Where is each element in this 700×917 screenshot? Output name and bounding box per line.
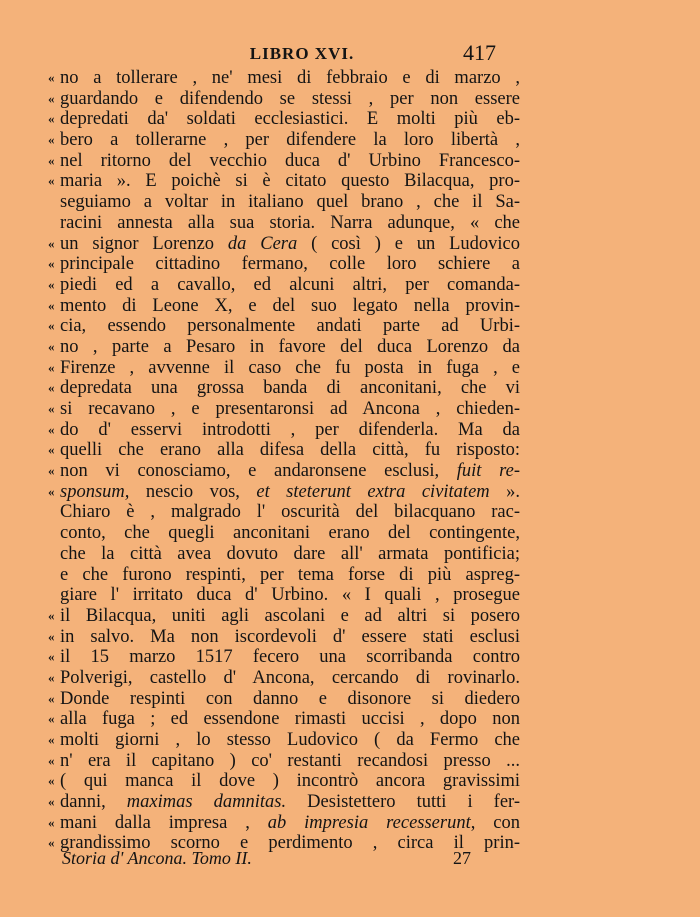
- text-line: [48, 68, 520, 89]
- text-line: [48, 254, 520, 275]
- text-segment: Chiaro è , malgrado l' oscurità del bilacquano rac-: [60, 502, 520, 523]
- text-line: [48, 689, 520, 710]
- page-number: 417: [463, 40, 496, 65]
- text-segment: Firenze , avvenne il caso che fu posta in fuga , e: [60, 357, 520, 378]
- text-segment: grandissimo scorno e perdimento , circa il prin-: [60, 833, 520, 854]
- text-line: [48, 792, 520, 813]
- quote-mark: «: [48, 607, 55, 623]
- quote-mark: «: [48, 649, 55, 665]
- text-segment: depredati da' soldati ecclesiastici. E molti più eb-: [60, 109, 520, 130]
- text-segment: , con: [470, 812, 520, 833]
- text-segment: racini annesta alla sua storia. Narra adunque, « che: [60, 212, 520, 233]
- text-segment: nescio vos,: [129, 481, 257, 502]
- text-segment: principale cittadino fermano, colle loro schiere a: [60, 254, 520, 275]
- text-line: [48, 647, 520, 668]
- text-segment: Donde respinti con danno e disonore si diedero: [60, 688, 520, 709]
- text-line: [48, 151, 520, 172]
- text-segment: non vi conosciamo, e andaronsene esclusi,: [60, 461, 457, 482]
- text-segment: molti giorni , lo stesso Ludovico ( da Fermo che: [60, 730, 520, 750]
- text-line: [48, 461, 520, 482]
- body-text: [48, 68, 520, 854]
- quote-mark: «: [48, 794, 55, 810]
- text-line: [48, 544, 520, 565]
- text-line: [48, 585, 520, 606]
- text-segment: Desistettero tutti i fer-: [286, 792, 520, 813]
- text-segment: cia, essendo personalmente andati parte ad Urbi-: [60, 316, 520, 337]
- text-segment: mento di Leone X, e del suo legato nella provin-: [60, 295, 520, 316]
- quote-mark: «: [48, 359, 55, 375]
- text-segment: depredata una grossa banda di anconitani, che vi: [60, 378, 520, 399]
- text-segment: quelli che erano alla difesa della città, fu risposto:: [60, 440, 520, 461]
- quote-mark: «: [48, 690, 55, 706]
- text-line: [48, 171, 520, 192]
- text-segment: Polverigi, castello d' Ancona, cercando di rovinarlo.: [60, 667, 520, 688]
- text-line: [48, 234, 520, 255]
- text-line: [48, 275, 520, 296]
- quote-mark: «: [48, 442, 55, 458]
- text-line: [48, 627, 520, 648]
- text-segment: un signor Lorenzo: [60, 233, 228, 254]
- text-line: [48, 482, 520, 503]
- text-line: [48, 730, 520, 751]
- text-line: [48, 523, 520, 544]
- quote-mark: «: [48, 380, 55, 396]
- text-line: [48, 668, 520, 689]
- text-line: [48, 606, 520, 627]
- text-line: [48, 109, 520, 130]
- quote-mark: «: [48, 235, 55, 251]
- text-line: [48, 813, 520, 834]
- text-segment: do d' esservi introdotti , per difenderla. Ma da: [60, 419, 520, 440]
- quote-mark: «: [48, 318, 55, 334]
- text-segment: n' era il capitano ) co' restanti recandosi presso ...: [60, 750, 520, 771]
- text-line: [48, 89, 520, 110]
- text-line: [48, 502, 520, 523]
- text-segment: no a tollerare , ne' mesi di febbraio e di marzo ,: [60, 68, 520, 88]
- text-segment: guardando e difendendo se stessi , per non essere: [60, 88, 520, 109]
- sheet-number: 27: [453, 848, 471, 868]
- text-line: [48, 399, 520, 420]
- text-segment: maria ». E poichè si è citato questo Bilacqua, pro-: [60, 171, 520, 192]
- text-line: [48, 709, 520, 730]
- quote-mark: «: [48, 90, 55, 106]
- text-line: [48, 751, 520, 772]
- quote-mark: «: [48, 132, 55, 148]
- text-segment: il Bilacqua, uniti agli ascolani e ad altri si posero: [60, 605, 520, 626]
- quote-mark: «: [48, 276, 55, 292]
- text-line: [48, 358, 520, 379]
- italic-text: sponsum,: [60, 481, 130, 502]
- quote-mark: «: [48, 421, 55, 437]
- quote-mark: «: [48, 483, 55, 499]
- text-segment: danni,: [60, 792, 127, 813]
- text-segment: nel ritorno del vecchio duca d' Urbino Francesco-: [60, 150, 520, 171]
- text-segment: si recavano , e presentaronsi ad Ancona , chieden-: [60, 399, 520, 419]
- quote-mark: «: [48, 628, 55, 644]
- text-segment: ( qui manca il dove ) incontrò ancora gravissimi: [60, 771, 520, 792]
- text-segment: mani dalla impresa ,: [60, 812, 268, 833]
- quote-mark: «: [48, 297, 55, 313]
- text-line: [48, 316, 520, 337]
- text-segment: piedi ed a cavallo, ed alcuni altri, per comanda-: [60, 274, 520, 295]
- quote-mark: «: [48, 711, 55, 727]
- quote-mark: «: [48, 338, 55, 354]
- quote-mark: «: [48, 70, 55, 85]
- text-segment: giare l' irritato duca d' Urbino. « I quali , prosegue: [60, 585, 520, 606]
- text-segment: ( così ) e un Ludovico: [297, 233, 521, 254]
- quote-mark: «: [48, 111, 55, 127]
- text-line: [48, 192, 520, 213]
- quote-mark: «: [48, 835, 55, 851]
- italic-text: fuit re-: [456, 461, 520, 482]
- text-line: [48, 337, 520, 358]
- text-segment: il 15 marzo 1517 fecero una scorribanda contro: [60, 647, 520, 668]
- text-segment: alla fuga ; ed essendone rimasti uccisi , dopo non: [60, 709, 520, 730]
- text-segment: che la città avea dovuto dare all' armata pontificia;: [60, 543, 520, 564]
- text-segment: e che furono respinti, per tema forse di più aspreg-: [60, 564, 520, 585]
- text-segment: bero a tollerarne , per difendere la loro libertà ,: [60, 130, 520, 151]
- text-line: [48, 440, 520, 461]
- quote-mark: «: [48, 773, 55, 789]
- quote-mark: «: [48, 814, 55, 830]
- text-segment: in salvo. Ma non iscordevoli d' essere stati esclusi: [60, 626, 520, 647]
- text-segment: conto, che quegli anconitani erano del contingente,: [60, 523, 520, 544]
- quote-mark: «: [48, 732, 55, 747]
- quote-mark: «: [48, 401, 55, 416]
- text-line: [48, 420, 520, 441]
- running-title: LIBRO XVI.: [249, 44, 355, 63]
- italic-text: da Cera: [227, 233, 298, 254]
- text-segment: ».: [489, 481, 520, 502]
- text-line: [48, 378, 520, 399]
- quote-mark: «: [48, 256, 55, 272]
- italic-text: maximas damnitas.: [126, 792, 287, 813]
- text-segment: no , parte a Pesaro in favore del duca Lorenzo da: [60, 336, 520, 357]
- signature-mark: Storia d' Ancona. Tomo II.: [62, 848, 252, 868]
- text-line: [48, 213, 520, 234]
- quote-mark: «: [48, 752, 55, 768]
- italic-text: ab impresia recesserunt: [267, 812, 471, 833]
- text-line: [48, 771, 520, 792]
- quote-mark: «: [48, 463, 55, 479]
- page-header: [0, 40, 700, 64]
- text-line: [48, 296, 520, 317]
- text-line: [48, 565, 520, 586]
- quote-mark: «: [48, 173, 55, 189]
- quote-mark: «: [48, 152, 55, 168]
- page-footer: [0, 848, 700, 872]
- text-line: [48, 130, 520, 151]
- italic-text: et steterunt extra civitatem: [256, 481, 490, 502]
- quote-mark: «: [48, 669, 55, 685]
- text-segment: seguiamo a voltar in italiano quel brano , che il Sa-: [60, 192, 520, 213]
